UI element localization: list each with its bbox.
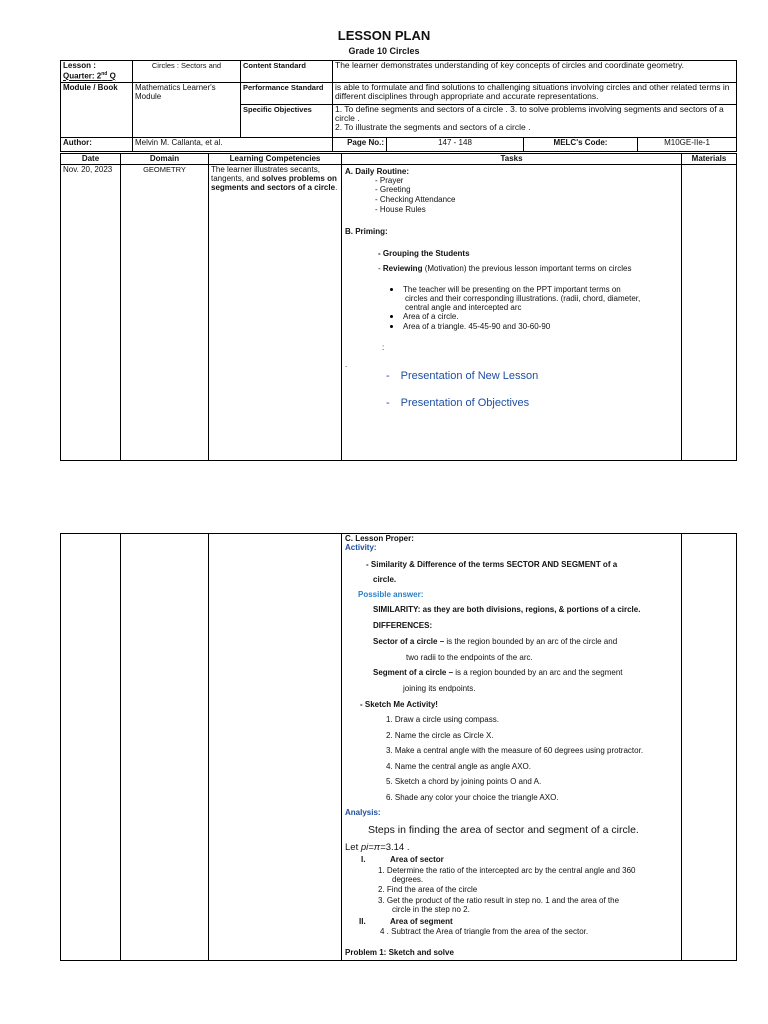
area-segment-number: II. xyxy=(359,917,366,926)
problem-1-heading: Problem 1: Sketch and solve xyxy=(345,948,454,957)
objectives-cell xyxy=(333,105,737,138)
domain-cell-2 xyxy=(121,534,209,961)
grouping-item: - Grouping the Students xyxy=(378,249,470,258)
analysis-heading: Analysis: xyxy=(345,808,381,817)
specific-objectives-label: Specific Objectives xyxy=(241,105,333,138)
page-label: Page No.: xyxy=(333,138,387,152)
page-value: 147 - 148 xyxy=(387,138,524,152)
content-standard-label: Content Standard xyxy=(241,61,333,83)
melc-value: M10GE-IIe-1 xyxy=(638,138,737,152)
lesson-table xyxy=(60,153,737,461)
objectives-line1: 1. To define segments and sectors of a circle . 3. to solve problems involving segments and sectors of a circle . xyxy=(335,104,724,123)
domain-value: GEOMETRY xyxy=(121,165,209,461)
date-cell-2 xyxy=(61,534,121,961)
quarter-label: Quarter: 2nd Q xyxy=(63,71,116,81)
performance-standard-label: Performance Standard xyxy=(241,83,333,105)
routine-item: - Prayer xyxy=(375,176,404,185)
sketch-step: 6. Shade any color your choice the triangle AXO. xyxy=(386,793,559,802)
lesson-proper-heading: C. Lesson Proper: xyxy=(345,534,414,543)
reviewing-item: - Reviewing (Motivation) the previous lesson important terms on circles xyxy=(378,264,632,273)
area-sector-number: I. xyxy=(361,855,366,864)
area-sector-heading: Area of sector xyxy=(390,855,444,864)
sketch-step: 3. Make a central angle with the measure of 60 degrees using protractor. xyxy=(386,746,644,755)
bullet-area-circle: Area of a circle. xyxy=(390,312,459,321)
lesson-label: Lesson : xyxy=(63,61,96,70)
tasks-cell-1 xyxy=(342,165,682,461)
sketch-step: 5. Sketch a chord by joining points O and A. xyxy=(386,777,542,786)
sector-step-3-line2: circle in the step no 2. xyxy=(392,905,470,914)
possible-answer-heading: Possible answer: xyxy=(358,590,424,599)
sketch-step: 2. Name the circle as Circle X. xyxy=(386,731,494,740)
sector-step-1-line2: degrees. xyxy=(392,875,424,884)
routine-item: - House Rules xyxy=(375,205,426,214)
activity-heading: Activity: xyxy=(345,543,377,552)
sector-step-3: 3. Get the product of the ratio result in step no. 1 and the area of the xyxy=(378,896,620,905)
steps-title: Steps in finding the area of sector and segment of a circle. xyxy=(368,824,639,836)
routine-item: - Checking Attendance xyxy=(375,195,456,204)
page-title: LESSON PLAN xyxy=(337,28,431,43)
sector-definition-line2: two radii to the endpoints of the arc. xyxy=(406,653,533,662)
presentation-new-lesson: - Presentation of New Lesson xyxy=(386,370,539,382)
differences-heading: DIFFERENCES: xyxy=(373,621,433,630)
presentation-objectives: - Presentation of Objectives xyxy=(386,397,530,409)
header-table xyxy=(60,60,737,152)
routine-item: - Greeting xyxy=(375,185,411,194)
segment-step-4: 4 . Subtract the Area of triangle from the area of the sector. xyxy=(380,927,589,936)
bullet-ppt-line2: circles and their corresponding illustrations. (radii, chord, diameter, xyxy=(405,294,641,303)
objectives-line2: 2. To illustrate the segments and sectors of a circle . xyxy=(335,122,531,132)
page-subtitle: Grade 10 Circles xyxy=(348,46,420,56)
tasks-cell-2 xyxy=(342,534,682,961)
column-tasks: Tasks xyxy=(342,154,682,165)
bullet-ppt-line3: central angle and intercepted arc xyxy=(405,303,522,312)
similarity-prompt-line2: circle. xyxy=(373,575,397,584)
column-competencies: Learning Competencies xyxy=(209,154,342,165)
competency-cell-2 xyxy=(209,534,342,961)
area-segment-heading: Area of segment xyxy=(390,917,453,926)
lesson-value: Circles : Sectors and xyxy=(133,61,241,83)
lesson-table-continued xyxy=(60,533,737,961)
module-value: Mathematics Learner's Module xyxy=(133,83,241,138)
column-materials: Materials xyxy=(682,154,737,165)
sketch-activity-heading: - Sketch Me Activity! xyxy=(360,700,438,709)
similarity-answer: SIMILARITY: as they are both divisions, regions, & portions of a circle. xyxy=(373,605,641,614)
segment-definition: Segment of a circle – is a region bounded by an arc and the segment xyxy=(373,668,623,677)
sketch-step: 4. Name the central angle as angle AXO. xyxy=(386,762,531,771)
date-value: Nov. 20, 2023 xyxy=(61,165,121,461)
sector-step-2: 2. Find the area of the circle xyxy=(378,885,478,894)
lesson-label-cell xyxy=(61,61,133,83)
dot-mark: . xyxy=(345,360,348,369)
author-label: Author: xyxy=(61,138,133,152)
module-label: Module / Book xyxy=(61,83,133,138)
sector-step-1: 1. Determine the ratio of the intercepted arc by the central angle and 360 xyxy=(378,866,636,875)
priming-heading: B. Priming: xyxy=(345,227,388,236)
performance-standard-text: is able to formulate and find solutions to challenging situations involving circles and other related terms in different disciplines through appropriate and accurate representations. xyxy=(333,83,737,105)
competency-value: The learner illustrates secants, tangents, and solves problems on segments and sectors of a circle. xyxy=(209,165,342,461)
materials-cell-2 xyxy=(682,534,737,961)
sector-definition: Sector of a circle – is the region bounded by an arc of the circle and xyxy=(373,637,618,646)
content-standard-text: The learner demonstrates understanding of key concepts of circles and coordinate geometry. xyxy=(333,61,737,83)
column-date: Date xyxy=(61,154,121,165)
bullet-ppt: The teacher will be presenting on the PPT important terms on xyxy=(390,285,621,294)
sketch-step: 1. Draw a circle using compass. xyxy=(386,715,499,724)
colon-mark: : xyxy=(382,343,385,352)
similarity-prompt: - Similarity & Difference of the terms SECTOR AND SEGMENT of a xyxy=(366,560,618,569)
melc-label: MELC's Code: xyxy=(524,138,638,152)
pi-definition: Let pi=π=3.14 . xyxy=(345,842,410,853)
author-value: Melvin M. Callanta, et al. xyxy=(133,138,333,152)
segment-definition-line2: joining its endpoints. xyxy=(403,684,476,693)
bullet-area-triangle: Area of a triangle. 45-45-90 and 30-60-90 xyxy=(390,322,550,331)
column-domain: Domain xyxy=(121,154,209,165)
daily-routine-heading: A. Daily Routine: xyxy=(345,167,410,176)
materials-cell-1 xyxy=(682,165,737,461)
